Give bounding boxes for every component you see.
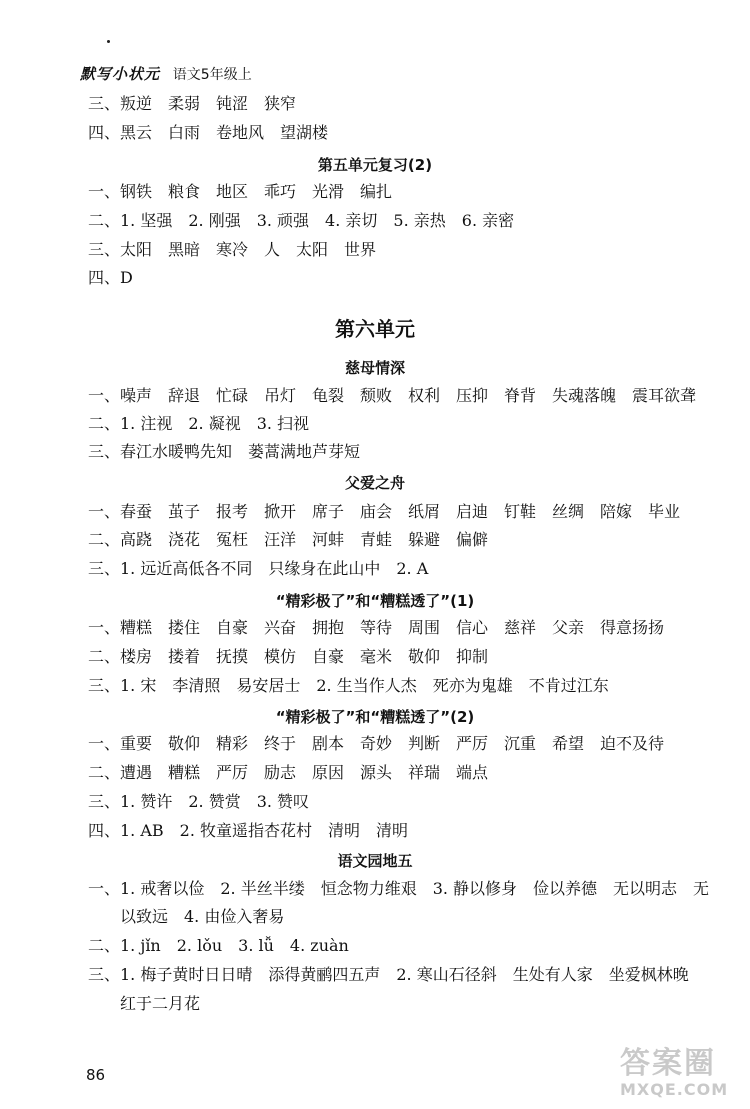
- book-brand: 默写小状元: [80, 65, 161, 83]
- answer-line: 二、1. 坚强 2. 刚强 3. 顽强 4. 亲切 5. 亲热 6. 亲密: [88, 211, 515, 230]
- unit-title: 第六单元: [335, 317, 415, 341]
- answer-line: 二、遭遇 糟糕 严厉 励志 原因 源头 祥瑞 端点: [88, 763, 489, 782]
- answer-line: 三、1. 梅子黄时日日晴 添得黄鹂四五声 2. 寒山石径斜 生处有人家 坐爱枫林晚: [88, 965, 689, 984]
- answer-line: 三、1. 赞许 2. 赞赏 3. 赞叹: [88, 792, 310, 811]
- answer-line: 二、高跷 浇花 冤枉 汪洋 河蚌 青蛙 躲避 偏僻: [88, 530, 489, 549]
- answer-line: 四、D: [88, 268, 133, 287]
- ink-dot: [107, 40, 110, 43]
- answer-line: 二、楼房 搂着 抚摸 模仿 自豪 毫米 敬仰 抑制: [88, 647, 489, 666]
- section-title: “精彩极了”和“糟糕透了”(1): [275, 592, 475, 610]
- watermark-logo: [620, 1048, 742, 1106]
- book-subtitle: 语文5年级上: [172, 67, 252, 83]
- page-header: [80, 63, 252, 84]
- answer-line: 一、春蚕 茧子 报考 掀开 席子 庙会 纸屑 启迪 钉鞋 丝绸 陪嫁 毕业: [88, 502, 681, 521]
- page-number: 86: [86, 1066, 106, 1084]
- section-title: 第五单元复习(2): [317, 156, 433, 174]
- answer-line: 四、1. AB 2. 牧童遥指杏花村 清明 清明: [88, 821, 409, 840]
- answer-line: 三、1. 宋 李清照 易安居士 2. 生当作人杰 死亦为鬼雄 不肯过江东: [88, 676, 609, 695]
- answer-line: 一、重要 敬仰 精彩 终于 剧本 奇妙 判断 严厉 沉重 希望 迫不及待: [88, 734, 665, 753]
- answer-line: 一、钢铁 粮食 地区 乖巧 光滑 编扎: [88, 182, 393, 201]
- section-title: 语文园地五: [337, 852, 413, 870]
- answer-line: 三、春江水暖鸭先知 蒌蒿满地芦芽短: [88, 442, 361, 461]
- answer-line: 三、1. 远近高低各不同 只缘身在此山中 2. A: [88, 559, 429, 578]
- answer-line: 三、太阳 黑暗 寒冷 人 太阳 世界: [88, 240, 377, 259]
- answer-line: 二、1. 注视 2. 凝视 3. 扫视: [88, 414, 310, 433]
- watermark-text: 答案圈: [620, 1046, 716, 1081]
- section-title: “精彩极了”和“糟糕透了”(2): [275, 708, 475, 726]
- answer-line: 二、1. jǐn 2. lǒu 3. lǚ 4. zuàn: [88, 936, 349, 955]
- answer-line: 一、1. 戒奢以俭 2. 半丝半缕 恒念物力维艰 3. 静以修身 俭以养德 无以明志 无: [88, 879, 710, 898]
- answer-line: 一、噪声 辞退 忙碌 吊灯 龟裂 颓败 权利 压抑 脊背 失魂落魄 震耳欲聋: [88, 386, 697, 405]
- answer-line: 四、黑云 白雨 卷地风 望湖楼: [88, 123, 329, 142]
- answer-line-continued: 红于二月花: [120, 994, 201, 1013]
- answer-line: 三、叛逆 柔弱 钝涩 狭窄: [88, 94, 297, 113]
- section-title: 慈母情深: [344, 359, 405, 377]
- section-title: 父爱之舟: [344, 474, 405, 492]
- answer-line: 一、糟糕 搂住 自豪 兴奋 拥抱 等待 周围 信心 慈祥 父亲 得意扬扬: [88, 618, 665, 637]
- answer-line-continued: 以致远 4. 由俭入奢易: [120, 907, 285, 926]
- watermark-url: MXQE.COM: [620, 1080, 729, 1099]
